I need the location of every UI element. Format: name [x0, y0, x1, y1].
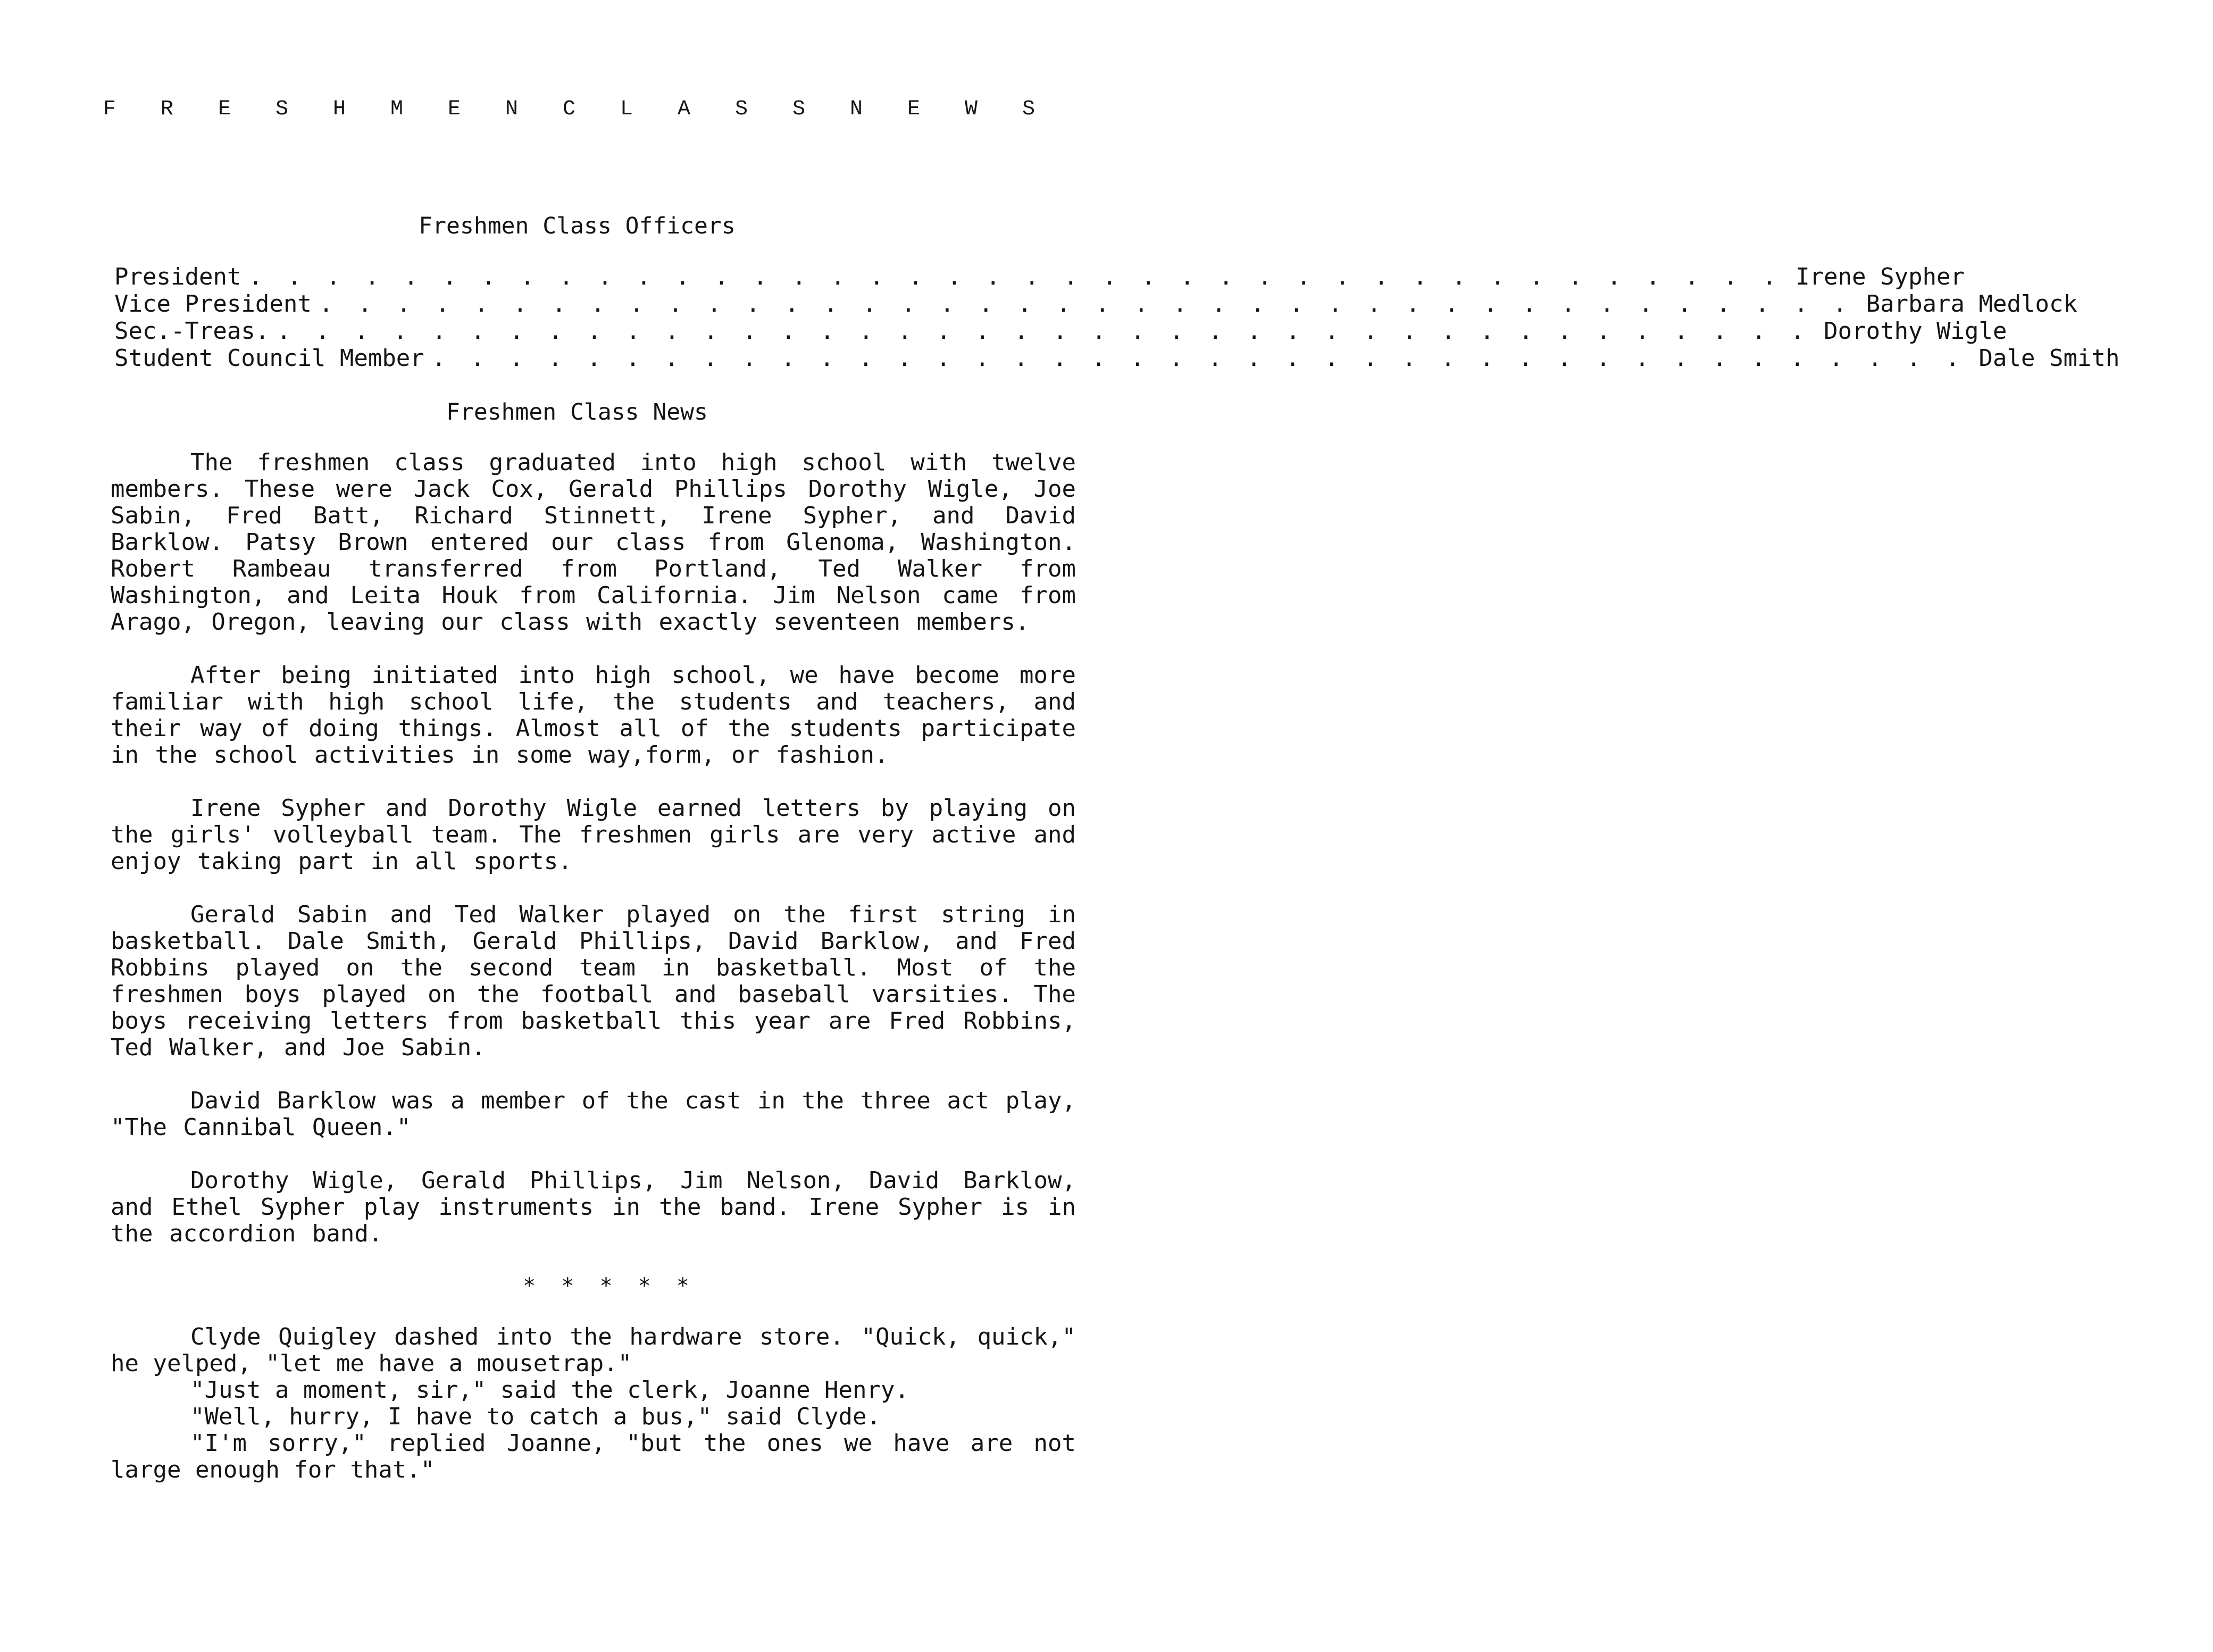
leader-dots: . . . . . . . . . . . . . . . . . . . . . . . . . . . . . . . . . . . . . . . . [431, 345, 1965, 372]
leader-dots: . . . . . . . . . . . . . . . . . . . . . . . . . . . . . . . . . . . . . . . . [248, 263, 1782, 290]
news-paragraph: The freshmen class graduated into high school with twelve members. These were Jack Cox, Gerald Phillips Dorothy Wigle, Joe Sabin, Fred Batt, Richard Stinnett, Irene Sypher, and David Barklow. Patsy Brown entered our class from Glenoma, Washington. Robert Rambeau transferred from Portland, Ted Walker from Washington, and Leita Houk from California. Jim Nelson came from Arago, Oregon, leaving our class with exactly seventeen members. [111, 449, 1076, 636]
news-paragraph: Gerald Sabin and Ted Walker played on the first string in basketball. Dale Smith, Gerald Phillips, David Barklow, and Fred Robbins played on the second team in basketball. Most of the freshmen boys played on the football and baseball varsities. The boys receiving letters from basketball this year are Fred Robbins, Ted Walker, and Joe Sabin. [111, 901, 1076, 1061]
officer-role: Student Council Member [114, 345, 424, 372]
officers-heading: Freshmen Class Officers [419, 213, 736, 239]
news-paragraph: Dorothy Wigle, Gerald Phillips, Jim Nelson, David Barklow, and Ethel Sypher play instruments in the band. Irene Sypher is in the accordion band. [111, 1167, 1076, 1247]
officer-name: Dale Smith [1978, 345, 2120, 372]
news-heading: Freshmen Class News [446, 399, 708, 425]
news-paragraph: After being initiated into high school, we have become more familiar with high school life, the students and teachers, and their way of doing things. Almost all of the students participate in the school activities in some way,form, or fashion. [111, 662, 1076, 769]
joke-line: "I'm sorry," replied Joanne, "but the ones we have are not large enough for that." [111, 1430, 1076, 1483]
officer-name: Barbara Medlock [1866, 290, 2077, 318]
officer-role: President [114, 263, 241, 290]
officer-name: Dorothy Wigle [1824, 318, 2007, 345]
page-title: F R E S H M E N C L A S S N E W S [103, 97, 1051, 121]
officer-role: Vice President [114, 290, 312, 318]
news-paragraph: Irene Sypher and Dorothy Wigle earned letters by playing on the girls' volleyball team. The freshmen girls are very active and enjoy taking part in all sports. [111, 795, 1076, 875]
officer-row-student-council [114, 345, 2120, 372]
news-body [111, 449, 1076, 1483]
joke-line: Clyde Quigley dashed into the hardware store. "Quick, quick," he yelped, "let me have a mousetrap." [111, 1323, 1076, 1377]
leader-dots: . . . . . . . . . . . . . . . . . . . . . . . . . . . . . . . . . . . . . . . . [319, 290, 1852, 318]
officers-list [114, 263, 2120, 372]
officer-name: Irene Sypher [1796, 263, 1965, 290]
officer-row-vice-president [114, 290, 2077, 318]
joke-line: "Just a moment, sir," said the clerk, Joanne Henry. [190, 1376, 909, 1404]
officer-row-sec-treas [114, 318, 2007, 345]
officer-role: Sec.-Treas. [114, 318, 270, 345]
news-paragraph: David Barklow was a member of the cast in the three act play, "The Cannibal Queen." [111, 1087, 1076, 1141]
leader-dots: . . . . . . . . . . . . . . . . . . . . . . . . . . . . . . . . . . . . . . . . [277, 318, 1810, 345]
joke-section [111, 1324, 1076, 1483]
section-separator: * * * * * [523, 1274, 696, 1298]
joke-line: "Well, hurry, I have to catch a bus," said Clyde. [190, 1403, 881, 1430]
officer-row-president [114, 263, 1965, 290]
